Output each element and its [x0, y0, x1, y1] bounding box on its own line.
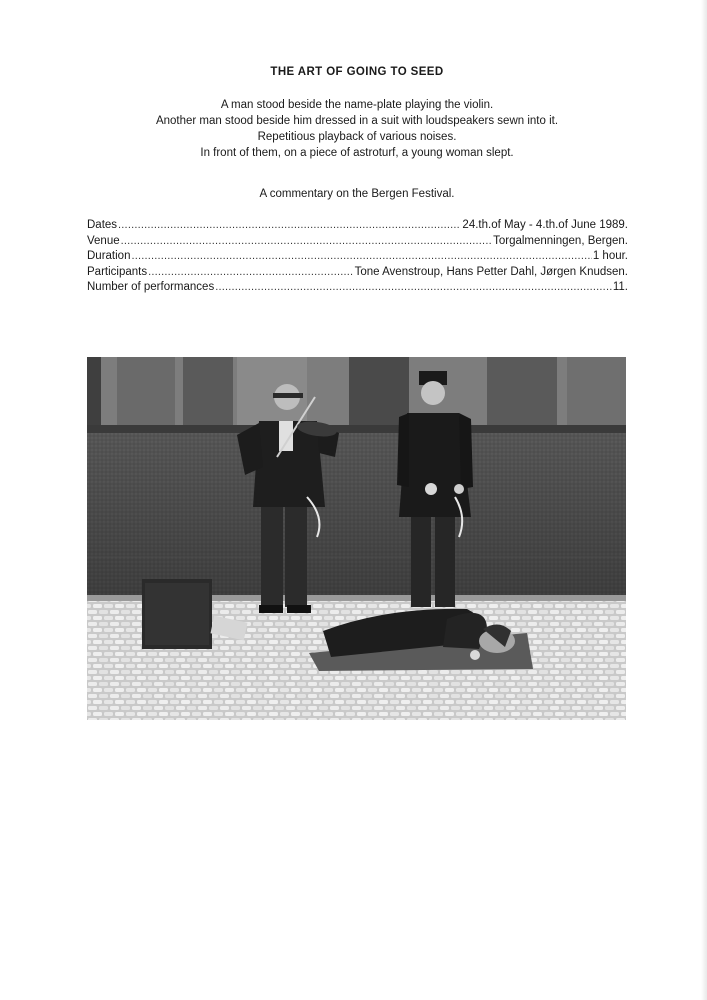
leader-dots	[148, 265, 354, 281]
detail-value: Torgalmenningen, Bergen.	[493, 234, 628, 247]
intro-line: In front of them, on a piece of astroturf, a young woman slept.	[200, 147, 514, 159]
detail-value: 1 hour.	[592, 250, 628, 263]
leader-dots	[215, 280, 612, 296]
detail-row-venue	[87, 234, 628, 250]
detail-row-performances	[87, 280, 628, 296]
intro-line: A man stood beside the name-plate playing the violin.	[220, 99, 494, 111]
detail-value: 24.th.of May - 4.th.of June 1989.	[462, 219, 628, 231]
detail-label: Participants	[87, 265, 148, 278]
detail-row-dates	[87, 218, 628, 234]
detail-row-duration	[87, 249, 628, 265]
detail-value: 11.	[612, 281, 628, 294]
detail-label: Duration	[87, 250, 131, 263]
leader-dots	[121, 234, 492, 250]
details-list	[87, 218, 628, 296]
intro-line: Repetitious playback of various noises.	[257, 131, 457, 143]
leader-dots	[118, 218, 461, 234]
leader-dots	[131, 249, 591, 265]
intro-line: Another man stood beside him dressed in a suit with loudspeakers sewn into it.	[155, 115, 559, 127]
detail-label: Number of performances	[87, 281, 215, 294]
page-title: THE ART OF GOING TO SEED	[270, 66, 444, 78]
detail-row-participants	[87, 265, 628, 281]
detail-label: Dates	[87, 219, 118, 231]
performance-photograph	[87, 357, 626, 720]
intro-paragraph	[0, 97, 707, 161]
detail-value: Tone Avenstroup, Hans Petter Dahl, Jørgen Knudsen.	[354, 265, 628, 278]
commentary-line: A commentary on the Bergen Festival.	[259, 188, 455, 200]
detail-label: Venue	[87, 234, 120, 247]
